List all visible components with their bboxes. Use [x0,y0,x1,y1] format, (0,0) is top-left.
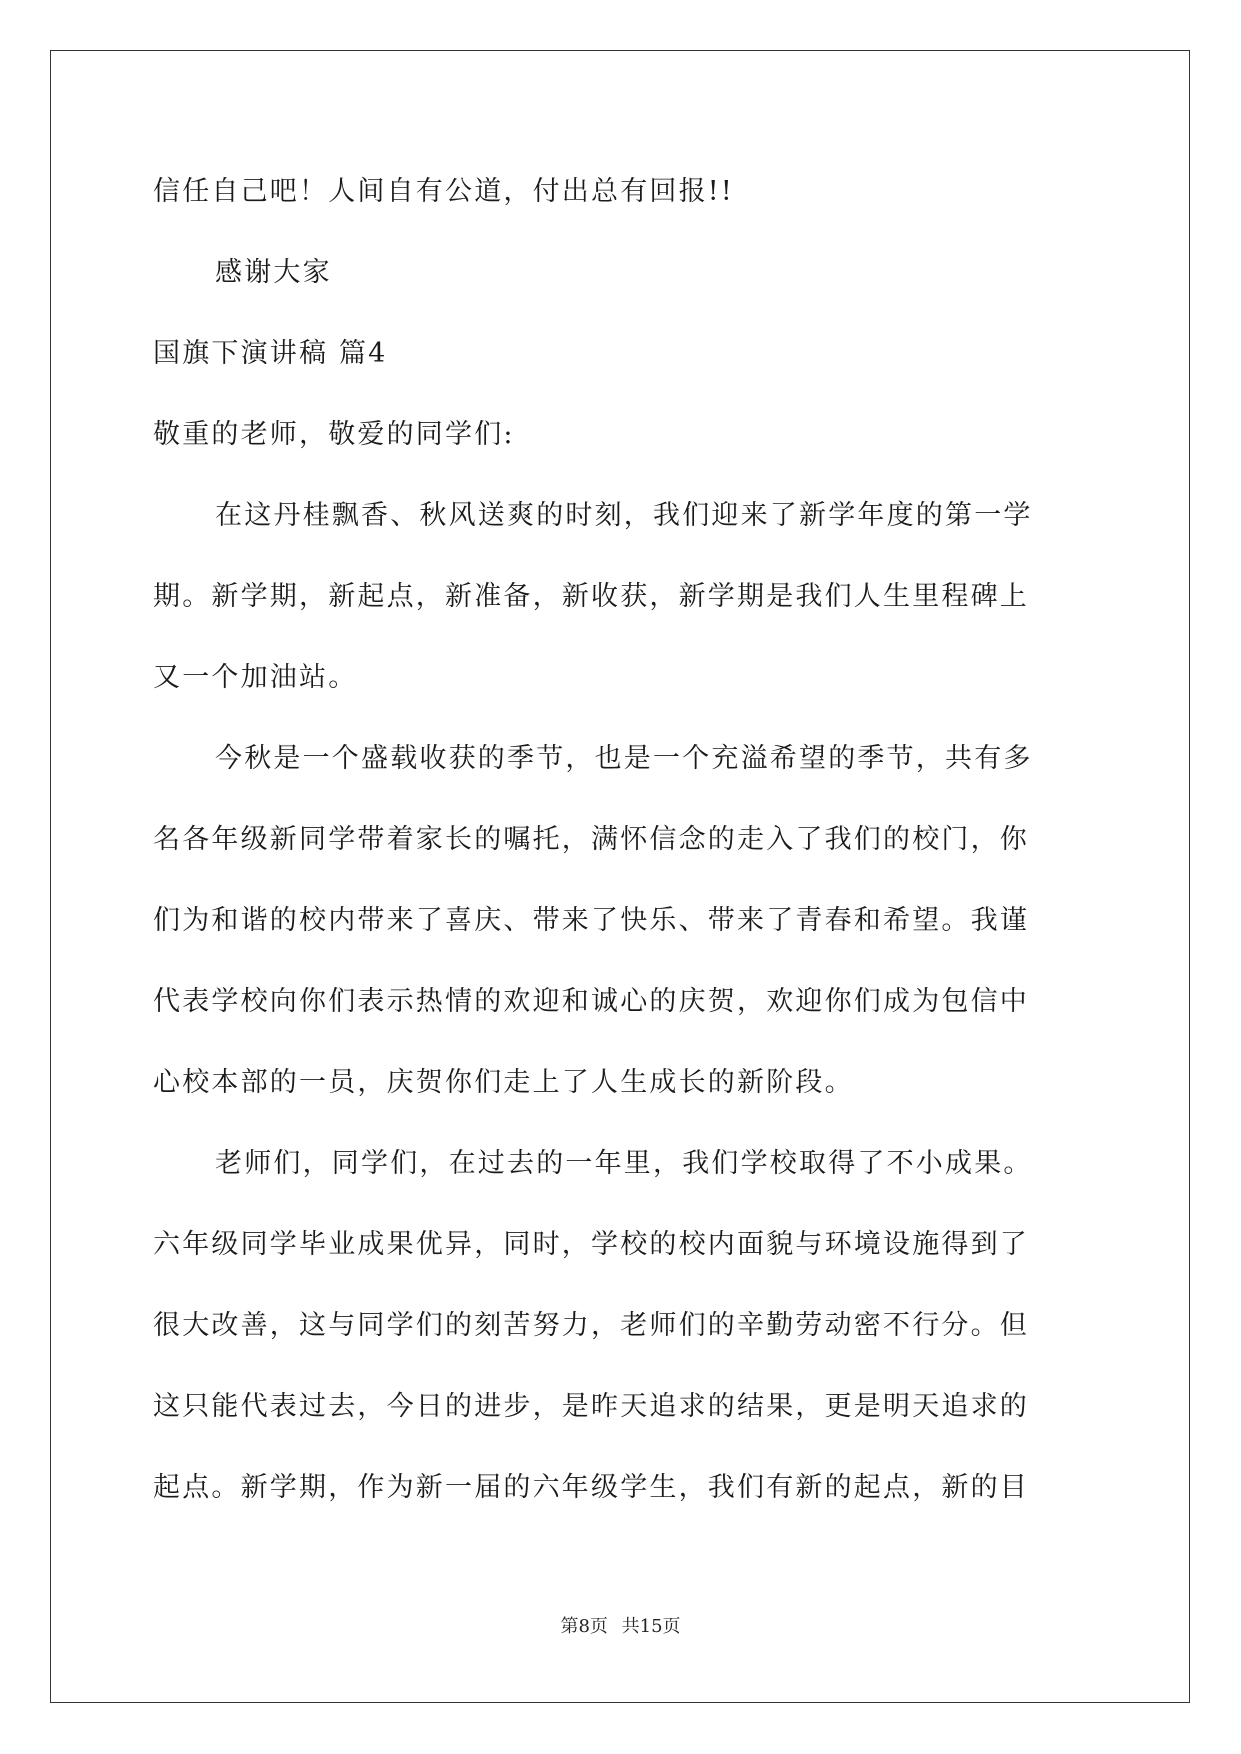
paragraph-line: 在这丹桂飘香、秋风送爽的时刻，我们迎来了新学年度的第一学 [215,500,1033,531]
paragraph-line: 期。新学期，新起点，新准备，新收获，新学期是我们人生里程碑上 [153,581,1029,612]
paragraph-line: 们为和谐的校内带来了喜庆、带来了快乐、带来了青春和希望。我谨 [153,905,1029,936]
paragraph-line: 名各年级新同学带着家长的嘱托，满怀信念的走入了我们的校门，你 [153,824,1029,855]
page-border [50,50,1190,1703]
text-line: 信任自己吧！人间自有公道，付出总有回报!! [153,176,734,207]
paragraph-line: 又一个加油站。 [153,662,358,693]
salutation: 敬重的老师，敬爱的同学们: [153,419,515,450]
paragraph-line: 这只能代表过去，今日的进步，是昨天追求的结果，更是明天追求的 [153,1391,1029,1422]
paragraph-line: 六年级同学毕业成果优异，同时，学校的校内面貌与环境设施得到了 [153,1229,1029,1260]
paragraph-line: 心校本部的一员，庆贺你们走上了人生成长的新阶段。 [153,1067,854,1098]
page-total: 共15页 [621,1616,681,1637]
closing-line: 感谢大家 [215,257,332,288]
paragraph-line: 代表学校向你们表示热情的欢迎和诚心的庆贺，欢迎你们成为包信中 [153,986,1029,1017]
paragraph-line: 很大改善，这与同学们的刻苦努力，老师们的辛勤劳动密不行分。但 [153,1310,1029,1341]
paragraph-line: 起点。新学期，作为新一届的六年级学生，我们有新的起点，新的目 [153,1472,1029,1503]
paragraph-line: 老师们，同学们，在过去的一年里，我们学校取得了不小成果。 [215,1148,1033,1179]
paragraph-line: 今秋是一个盛载收获的季节，也是一个充溢希望的季节，共有多 [215,743,1033,774]
section-heading: 国旗下演讲稿 篇4 [153,338,388,369]
page-number: 第8页 [560,1616,608,1637]
page-footer [0,1612,1241,1638]
